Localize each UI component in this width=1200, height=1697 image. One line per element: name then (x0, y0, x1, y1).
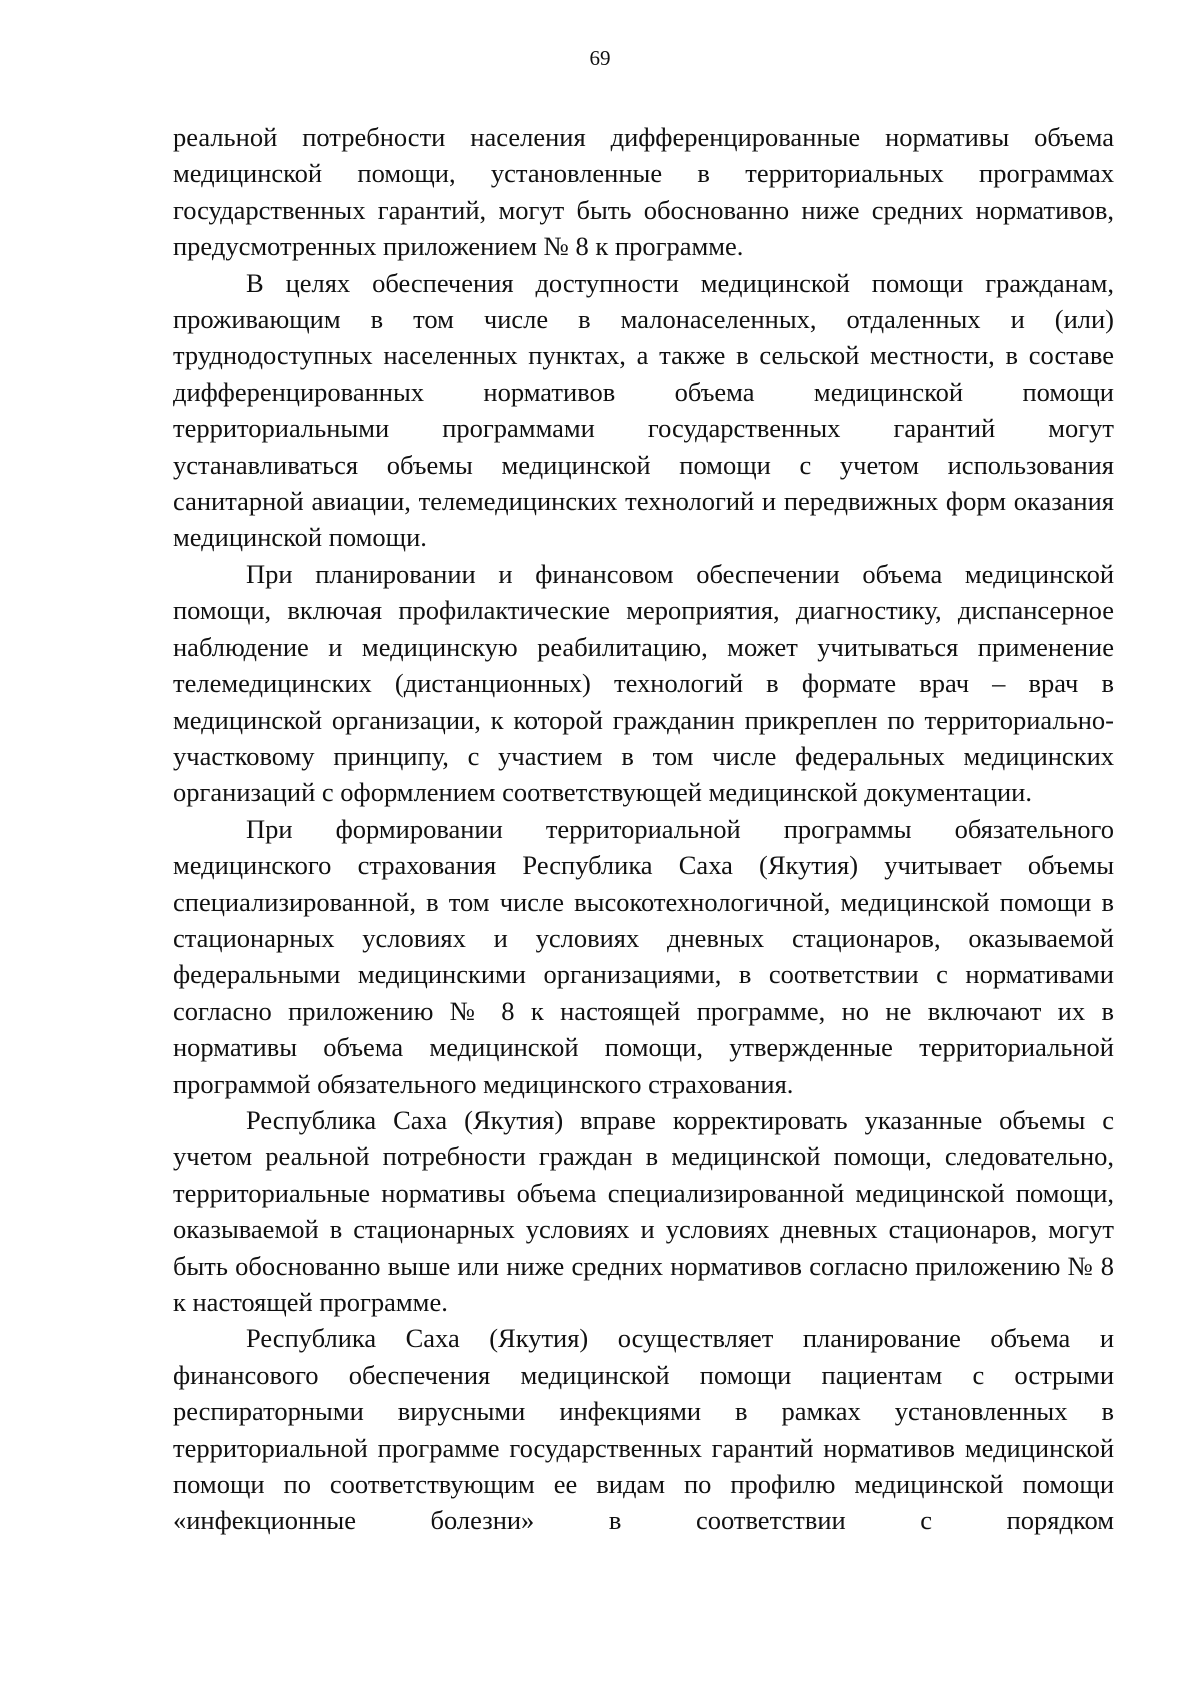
paragraph-continuation: реальной потребности населения дифференцированные нормативы объема медицинской помощи, установленные в территориальных программах государственных гарантий, могут быть обоснованно ниже средних нормативов, предусмотренных приложением № 8 к программе. (173, 122, 1114, 262)
paragraph-telemedicine: При планировании и финансовом обеспечении объема медицинской помощи, включая профилактические мероприятия, диагностику, диспансерное наблюдение и медицинскую реабилитацию, может учитываться применение телемедицинских (дистанционных) технологий в формате врач – врач в медицинской организации, к которой гражданин прикреплен по территориально-участковому принципу, с участием в том числе федеральных медицинских организаций с оформлением соответствующей медицинской документации. (173, 558, 1114, 808)
paragraph-respiratory-infections: Республика Саха (Якутия) осуществляет планирование объема и финансового обеспечения медицинской помощи пациентам с острыми респираторными вирусными инфекциями в рамках установленных в территориальной программе государственных гарантий нормативов медицинской помощи по соответствующим ее видам по профилю медицинской помощи «инфекционные болезни» в соответствии с порядком (173, 1323, 1114, 1536)
paragraph-oms-program: При формировании территориальной программы обязательного медицинского страхования Республика Саха (Якутия) учитывает объемы специализированной, в том числе высокотехнологичной, медицинской помощи в стационарных условиях и условиях дневных стационаров, оказываемой федеральными медицинскими организациями, в соответствии с нормативами согласно приложению № 8 к настоящей программе, но не включают их в нормативы объема медицинской помощи, утвержденные территориальной программой обязательного медицинского страхования. (173, 813, 1114, 1099)
page-number: 69 (589, 46, 611, 70)
paragraph-accessibility: В целях обеспечения доступности медицинской помощи гражданам, проживающим в том числе в малонаселенных, отдаленных и (или) труднодоступных населенных пунктах, а также в сельской местности, в составе дифференцированных нормативов объема медицинской помощи территориальными программами государственных гарантий могут устанавливаться объемы медицинской помощи с учетом использования санитарной авиации, телемедицинских технологий и передвижных форм оказания медицинской помощи. (173, 267, 1114, 553)
paragraph-adjust-volumes: Республика Саха (Якутия) вправе корректировать указанные объемы с учетом реальной потребности граждан в медицинской помощи, следовательно, территориальные нормативы объема специализированной медицинской помощи, оказываемой в стационарных условиях и условиях дневных стационаров, могут быть обоснованно выше или ниже средних нормативов согласно приложению № 8 к настоящей программе. (173, 1104, 1114, 1317)
document-body (173, 119, 1114, 1539)
